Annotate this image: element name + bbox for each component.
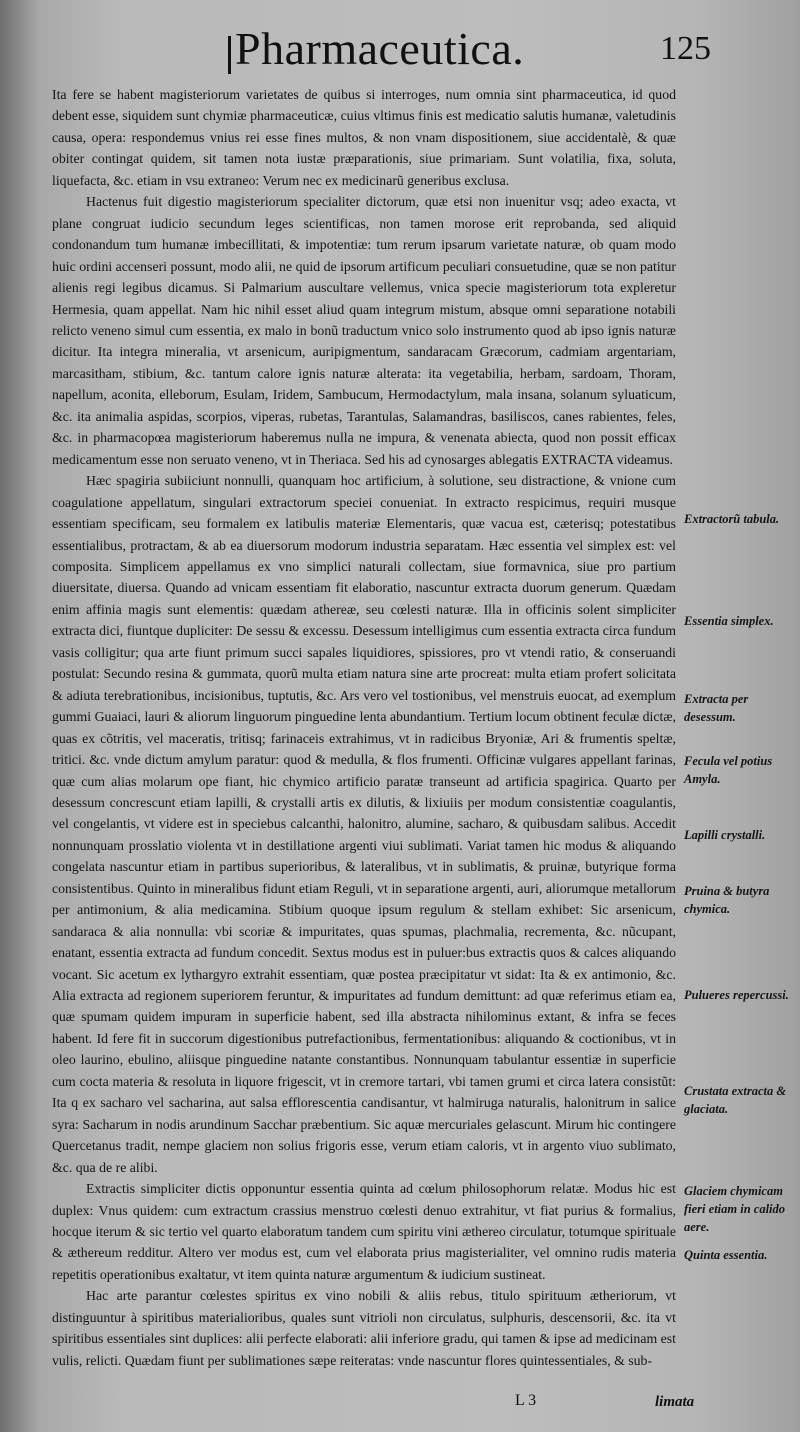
margin-note-glaciem: Glaciem chymicam fieri etiam in calido aere. <box>684 1184 786 1234</box>
margin-note-lapilli: Lapilli crystalli. <box>684 828 766 842</box>
margin-note-extractorum-tabula: Extractorũ tabula. <box>684 512 780 526</box>
catchword: limata <box>655 1394 695 1410</box>
main-text-block <box>52 84 676 1371</box>
running-title: Pharmaceutica. <box>235 23 525 74</box>
margin-note-fecula: Fecula vel potius Amyla. <box>684 754 773 786</box>
title-rule <box>228 36 231 74</box>
paragraph-2: Hactenus fuit digestio magisteriorum specialiter dictorum, quæ etsi non inuenitur vsq; adeo exacta, vt plane congruat iudicio secundum leges scientificas, non tamen morose erit reprobanda, sed aliquid condonandum tum humanæ imbecillitati, & impotentiæ: tum rerum ipsarum varietate naturæ, ob quam modo huic ordini accenseri possunt, modo alii, ne quid de ipsorum artificum peculiari consuetudine, quæ se non patitur alienis regi legibus dicamus. Si Palmarium auscultare vellemus, vnica specie magisteriorum tota expleretur Hermesia, quam appellat. Nam hic nihil esset aliud quam integrum mistum, absque omni separatione notabili relicto veneno simul cum essentia, ex malo in bonũ traductum vnico solo instrumento quod ab ipso ignis naturæ dicitur. Ita integra mineralia, vt arsenicum, auripigmentum, sandaracam Græcorum, cadmiam argentariam, marcasitham, stibium, &c. tantum calore ignis naturæ alterata: ita vegetabilia, herbam, sardoam, Thoram, napellum, aconita, elleborum, Esulam, Iridem, Sambucum, Hermodactylum, mala insana, solanum syluaticum, &c. ita animalia aspidas, scorpios, viperas, rubetas, Tarantulas, Salamandras, basiliscos, canes rabientes, feles, &c. in pharmacopœa magisteriorum haberemus nulla ne impura, & venenata abiecta, quod non possit efficax medicamentum esse non seruato veneno, vt in Theriaca. Sed his ad cynosarges ablegatis EXTRACTA videamus. <box>52 194 676 467</box>
margin-note-crustata: Crustata extracta & glaciata. <box>684 1084 787 1116</box>
paragraph-3: Hæc spagiria subiiciunt nonnulli, quanquam hoc artificium, à solutione, seu distractione, & vnione cum coagulatione appellatum, singulari extractorum speciei conueniat. In extracto respicimus, requiri musque essentiam specificam, seu formalem ex latibulis materiæ Elementaris, quæ vacua est, cæterisq; potestatibus essentialibus, protractam, & ab ea diuersorum modorum industria separatam. Hæc essentia vel simplex est: vel composita. Simplicem appellamus ex vno simplici naturali collectam, siue formavnica, siue pro partium diuersitate, diuersa. Quando ad vnicam essentiam fit elaboratio, nascuntur extracta duorum generum. Quædam enim affinia magis sunt elementis: quædam athereæ, seu cœlesti naturæ. Illa in officinis solent simpliciter extracta dici, fiuntque dupliciter: De sessu & excessu. Desessum intelligimus cum essentia extracta circa fundum vasis colligitur; qua arte fiunt primum succi sapales liquidiores, spissiores, pro vt vtendi ratio, & conseruandi postulat: Secundo resina & gummata, quorũ multa etiam natura sine arte procreat: multa etiam profert solicitata & adiuta terebrationibus, incisionibus, tuptutis, &c. Ars vero vel tostionibus, vel menstruis euocat, ad exemplum gummi Guaiaci, lauri & aliorum linguorum pinguedine lenta abundantium. Tertium locum obtinent feculæ dictæ, quas ex cõtritis, vel maceratis, tritisq; farinaceis extrahimus, vt in radicibus Bryoniæ, Ari & frumentis speltæ, tritici. &c. vnde dictum amylum paratur: quod & medulla, & flos frumenti. Officinæ vulgares appellant farinas, quæ cum alias molarum ope fiant, hic chymico artificio paratæ transeunt ad artificia spagirica. Quarto per desessum concrescunt etiam lapilli, & crystalli artis ex dilutis, & lixiuiis per modum consistentiæ coagulantis, vel congelantis, vt videre est in speciebus calcanthi, halonitro, alumine, sacharo, & quibusdam salibus. Accedit nonnunquam prosslatio violenta vt in destillatione argenti viui sublimati. Variat tamen hic modus & aliquando congelata nascuntur etiam in partibus superioribus, & lateralibus, vt in sublimatis, & pruinæ, butyrique forma consistentibus. Quinto in mineralibus fidunt etiam Reguli, vt in separatione argenti, auri, aliorumque metallorum per antimonium, & alia medicamina. Stibium quoque ipsum regulum & stellam exhibet: Sic arsenicum, sandaraca & alia nonnulla: vbi scoriæ & impuritates, quas spumas, plachmalia, recrementa, &c. nũcupant, enatant, essentia extracta ad fundum concedit. Sextus modus est in puluer:bus extractis quos & calces aliquando vocant. Sic acetum ex lythargyro extrahit essentiam, quæ postea præcipitatur vt sidat: Ita & ex antimonio, &c. Alia extracta ad regionem superiorem feruntur, & impuritates ad fundum demittunt: ad quæ referimus etiam ea, quæ spumam quidem impuram in superficie habent, sed illa abstracta nihilominus extant, & infra se feces habent. Id fere fit in succorum digestionibus putrefactionibus, fermentationibus: aliquando & coctionibus, vt in oleo laurino, ebulino, aliisque pinguedine natante constantibus. Nonnunquam tabulantur essentiæ in superficie cum cocta materia & resoluta in liquore frigescit, vt in cremore tartari, vbi tamen grumi et circa latera consistũt: Ita q ex sacharo vel sacharina, aut salsa efflorescentia candisantur, vt halmiruga naturalis, halonitrum in salice syra: Sacharum in nodis arundinum Sacchar præbentium. Sic aquæ mercuriales gelascunt. Mirum hic contingere Quercetanus tradit, nempe glaciem non solius frigoris esse, verum etiam caloris, vt in argento viuo sublimato, &c. qua de re alibi. <box>52 473 676 1175</box>
margin-note-quinta-essentia: Quinta essentia. <box>684 1248 768 1262</box>
margin-note-extracta-per-desessum: Extracta per desessum. <box>684 692 749 724</box>
paragraph-5: Hac arte parantur cœlestes spiritus ex vino nobili & aliis rebus, titulo spirituum ætheriorum, vt distinguuntur à spiritibus materialioribus, quales sunt vitrioli non circulatus, sulphuris, descensorii, &c. ita vt spiritibus essentiales sint duplices: alii perfecte elaborati: alii inferiore gradu, qui tamen & ipse ad medicinam est vulis, relicti. Quædam fiunt per sublimationes sæpe reiteratas: vnde nascuntur flores quintessentiales, & sub- <box>52 1288 676 1368</box>
paragraph-4: Extractis simpliciter dictis opponuntur essentia quinta ad cœlum philosophorum relatæ. Modus hic est duplex: Vnus quidem: cum extractum crassius menstruo cœlesti denuo extrahitur, vt fiat purius & formalius, hocque iterum & sic tertio vel quarto elaboratum tandem cum spiritu vini æthereo circulatur, totumque spirituale & æthereum redditur. Altero ver modus est, cum vel elaborata prius magisterialiter, vel omnino rudis materia repetitis operationibus exaltatur, vt item quinta naturæ argumentum & iudicium sustineat. <box>52 1181 676 1282</box>
margin-note-essentia-simplex: Essentia simplex. <box>684 614 774 628</box>
margin-note-pruina: Pruina & butyra chymica. <box>684 884 770 916</box>
margin-note-pulueres: Pulueres repercussi. <box>684 988 789 1002</box>
paragraph-1: Ita fere se habent magisteriorum varietates de quibus si interroges, num omnia sint pharmaceutica, id quod debent esse, siquidem sunt chymiæ pharmaceuticæ, cuius vltimus finis est medicatio salutis humanæ, valetudinis causa, opera: respondemus vnius rei esse fines multos, & non vnam dispositionem, siue accidentalè, & quæ obiter contingat quidem, sit tamen nota iustæ præparationis, siue primariam. Sunt volatilia, fixa, soluta, liquefacta, &c. etiam in vsu extraneo: Verum nec ex medicinarũ generibus exclusa. <box>52 87 676 188</box>
signature-mark: L 3 <box>515 1392 537 1409</box>
page-number: 125 <box>660 30 711 67</box>
